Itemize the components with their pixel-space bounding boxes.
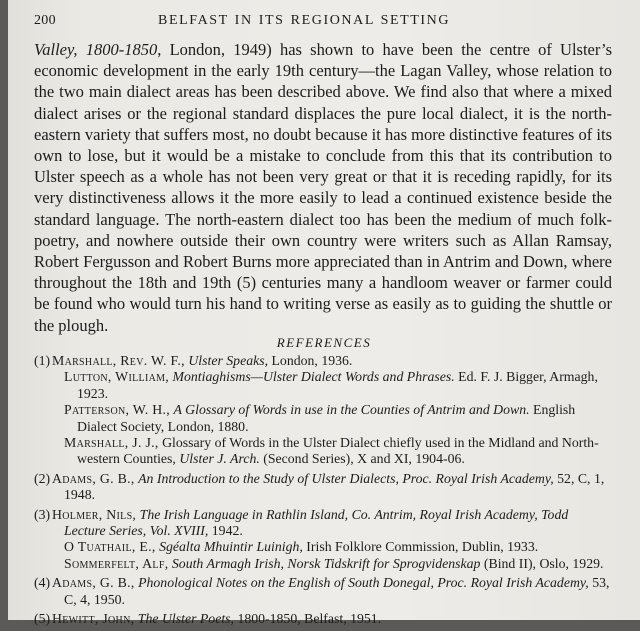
reference-entry bbox=[52, 575, 612, 608]
reference-details: 53, C, 4, 1950. bbox=[64, 575, 610, 607]
reference-title: Ulster J. Arch. bbox=[179, 451, 260, 467]
page-header bbox=[8, 11, 640, 33]
reference-author: Hewitt, John, bbox=[52, 611, 135, 627]
reference-details: (Bind II), Oslo, 1929. bbox=[483, 555, 604, 571]
reference-details: 1800-1850, Belfast, 1951. bbox=[237, 611, 382, 627]
reference-entry bbox=[52, 507, 612, 540]
reference-details: 52, C, 1, 1948. bbox=[64, 470, 605, 503]
reference-entry bbox=[64, 369, 612, 402]
reference-title: Ulster Speaks, bbox=[188, 353, 269, 368]
reference-author: Holmer, Nils, bbox=[52, 506, 137, 522]
reference-details: (Second Series), X and XI, 1904-06. bbox=[263, 451, 465, 467]
reference-title: The Ulster Poets, bbox=[137, 611, 234, 627]
book-page bbox=[8, 0, 640, 627]
reference-number: (2) bbox=[34, 470, 51, 486]
reference-details: 1942. bbox=[211, 523, 243, 539]
reference-entry bbox=[64, 435, 612, 468]
reference-number: (3) bbox=[34, 506, 51, 522]
reference-details-pre: Glossary of Words in the Ulster Dialect chiefly used in the Midland and North-western Counties, bbox=[77, 435, 599, 467]
reference-group bbox=[34, 575, 612, 608]
reference-title: Phonological Notes on the English of South Donegal, Proc. Royal Irish Academy, bbox=[138, 575, 589, 591]
reference-title: The Irish Language in Rathlin Island, Co. Antrim, Royal Irish Academy, Todd Lecture Series, Vol. XVIII, bbox=[64, 506, 569, 539]
reference-title: Sgéalta Mhuintir Luinigh, bbox=[159, 539, 303, 555]
reference-details: Irish Folklore Commission, Dublin, 1933. bbox=[306, 539, 539, 555]
reference-number: (1) bbox=[34, 353, 51, 368]
reference-group bbox=[34, 471, 612, 504]
reference-entry bbox=[64, 556, 612, 572]
reference-entry bbox=[52, 471, 612, 504]
reference-author: Lutton, William, bbox=[64, 369, 170, 385]
paragraph-start: Valley, 1800-1850 bbox=[34, 40, 158, 59]
references-heading: REFERENCES bbox=[276, 335, 372, 350]
reference-group bbox=[34, 507, 612, 573]
reference-author: Adams, G. B., bbox=[52, 575, 135, 591]
reference-group bbox=[34, 611, 612, 627]
reference-entry bbox=[52, 611, 612, 627]
reference-entry bbox=[64, 402, 612, 435]
reference-title: Montiaghisms—Ulster Dialect Words and Phrases. bbox=[172, 369, 455, 385]
reference-details: London, 1936. bbox=[271, 353, 353, 368]
reference-number: (5) bbox=[34, 611, 51, 627]
reference-entry bbox=[52, 353, 612, 369]
reference-group bbox=[34, 353, 612, 468]
page-number: 200 bbox=[34, 13, 56, 28]
reference-author: Adams, G. B., bbox=[52, 470, 135, 486]
reference-entry bbox=[64, 539, 612, 555]
reference-title: South Armagh Irish, Norsk Tidskrift for Sprogvidenskap bbox=[171, 555, 481, 571]
reference-details: English Dialect Society, London, 1880. bbox=[77, 402, 576, 434]
reference-author: Marshall, J. J., bbox=[64, 435, 159, 451]
reference-title: A Glossary of Words in use in the Counties of Antrim and Down. bbox=[173, 402, 530, 418]
reference-number: (4) bbox=[34, 575, 51, 591]
references-list bbox=[34, 353, 612, 631]
paragraph-rest: , London, 1949) has shown to have been the centre of Ulster’s economic development in the early 19th century—the Lagan Valley, whose relation to the two main dialect areas has been described above. We find also that where a mixed dialect arises or the regional standard displaces the pure local dialect, it is the north-eastern variety that suffers most, no doubt because it has more distinctive features of its own to lose, but it would be a mistake to conclude from this that its contribution to Ulster speech as a whole has not been very great or that it is receding rapidly, for its very distinctiveness allows it the more easily to lead a continued existence beside the standard language. The north-eastern dialect too has been the medium of much folk-poetry, and nowhere outside their own country were writers such as Allan Ramsay, Robert Fergusson and Robert Burns more appreciated than in Antrim and Down, where throughout the 18th and 19th (5) centuries many a handloom weaver or farmer could be found who would turn his hand to writing verse as easily as to guiding the shuttle or the plough. bbox=[34, 40, 612, 335]
running-title: BELFAST IN ITS REGIONAL SETTING bbox=[158, 13, 451, 28]
reference-details: Ed. F. J. Bigger, Armagh, 1923. bbox=[77, 369, 598, 401]
reference-author: Sommerfelt, Alf, bbox=[64, 555, 169, 571]
reference-author: O Tuathail, E., bbox=[64, 539, 156, 555]
reference-title: An Introduction to the Study of Ulster Dialects, Proc. Royal Irish Academy, bbox=[138, 470, 554, 486]
body-paragraph bbox=[34, 39, 612, 336]
reference-author: Marshall, Rev. W. F., bbox=[52, 353, 185, 368]
reference-author: Patterson, W. H., bbox=[64, 402, 171, 418]
